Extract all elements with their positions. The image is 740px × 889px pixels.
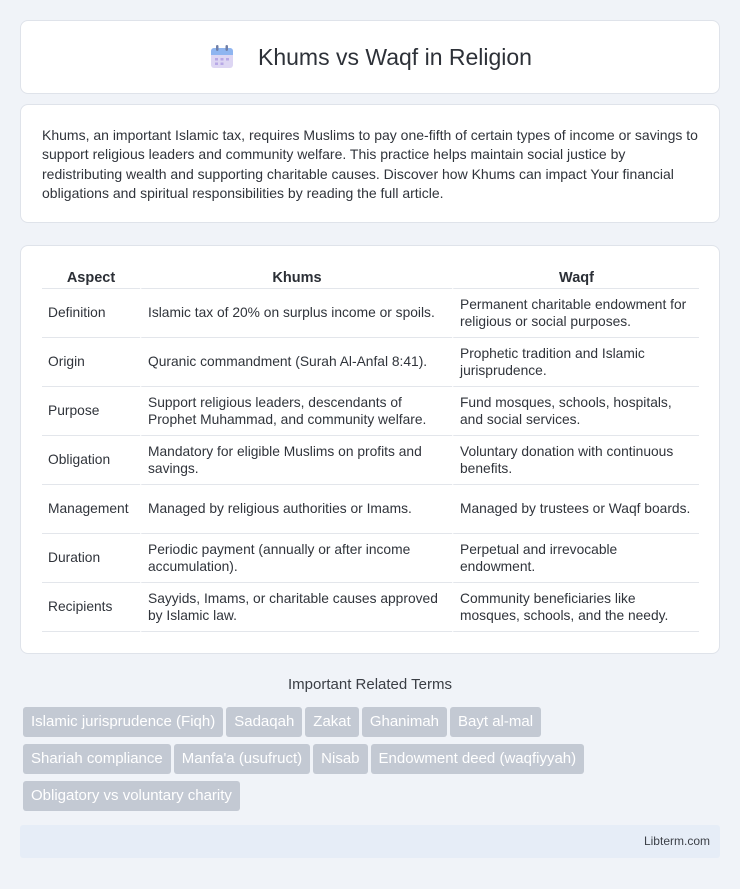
footer [20, 825, 720, 858]
row-aspect: Purpose [42, 387, 140, 436]
related-tag[interactable]: Shariah compliance [23, 744, 171, 774]
related-tag[interactable]: Nisab [313, 744, 367, 774]
table-row [42, 338, 699, 387]
table-row [42, 534, 699, 583]
header-khums: Khums [140, 268, 452, 289]
related-terms-title: Important Related Terms [288, 676, 452, 693]
row-khums: Quranic commandment (Surah Al-Anfal 8:41). [140, 338, 452, 387]
title-card [20, 20, 720, 94]
intro-card [20, 104, 720, 223]
row-waqf: Prophetic tradition and Islamic jurisprudence. [452, 338, 699, 387]
table-row [42, 485, 699, 534]
row-khums: Sayyids, Imams, or charitable causes approved by Islamic law. [140, 583, 452, 632]
table-row [42, 436, 699, 485]
related-tag[interactable]: Sadaqah [226, 707, 302, 737]
row-waqf: Permanent charitable endowment for religious or social purposes. [452, 289, 699, 338]
related-tag[interactable]: Zakat [305, 707, 359, 737]
row-waqf: Perpetual and irrevocable endowment. [452, 534, 699, 583]
row-waqf: Managed by trustees or Waqf boards. [452, 485, 699, 534]
intro-text: Khums, an important Islamic tax, requires Muslims to pay one-fifth of certain types of income or savings to support religious leaders and community welfare. This practice helps maintain social justice by redistributing wealth and supporting charitable causes. Discover how Khums can impact Your financial obligations and spiritual responsibilities by reading the full article. [42, 127, 698, 202]
related-tag[interactable]: Manfa'a (usufruct) [174, 744, 310, 774]
table-row [42, 583, 699, 632]
related-tags [23, 707, 723, 818]
related-tag[interactable]: Obligatory vs voluntary charity [23, 781, 240, 811]
table-row [42, 387, 699, 436]
row-khums: Periodic payment (annually or after income accumulation). [140, 534, 452, 583]
row-khums: Islamic tax of 20% on surplus income or spoils. [140, 289, 452, 338]
row-aspect: Definition [42, 289, 140, 338]
table-row [42, 289, 699, 338]
row-waqf: Voluntary donation with continuous benefits. [452, 436, 699, 485]
related-tag[interactable]: Ghanimah [362, 707, 447, 737]
row-khums: Support religious leaders, descendants of Prophet Muhammad, and community welfare. [140, 387, 452, 436]
row-khums: Managed by religious authorities or Imams. [140, 485, 452, 534]
comparison-table [42, 268, 699, 632]
header-waqf: Waqf [452, 268, 699, 289]
page-title: Khums vs Waqf in Religion [258, 43, 532, 70]
row-aspect: Management [42, 485, 140, 534]
row-aspect: Duration [42, 534, 140, 583]
footer-site-link[interactable]: Libterm.com [643, 834, 710, 848]
header-aspect: Aspect [42, 268, 140, 289]
row-aspect: Origin [42, 338, 140, 387]
table-header-row [42, 268, 699, 289]
row-aspect: Recipients [42, 583, 140, 632]
row-aspect: Obligation [42, 436, 140, 485]
calendar-icon [208, 43, 236, 71]
comparison-card [20, 245, 720, 654]
row-khums: Mandatory for eligible Muslims on profits and savings. [140, 436, 452, 485]
related-tag[interactable]: Endowment deed (waqfiyyah) [371, 744, 585, 774]
row-waqf: Fund mosques, schools, hospitals, and social services. [452, 387, 699, 436]
related-tag[interactable]: Bayt al-mal [450, 707, 541, 737]
row-waqf: Community beneficiaries like mosques, schools, and the needy. [452, 583, 699, 632]
related-tag[interactable]: Islamic jurisprudence (Fiqh) [23, 707, 223, 737]
